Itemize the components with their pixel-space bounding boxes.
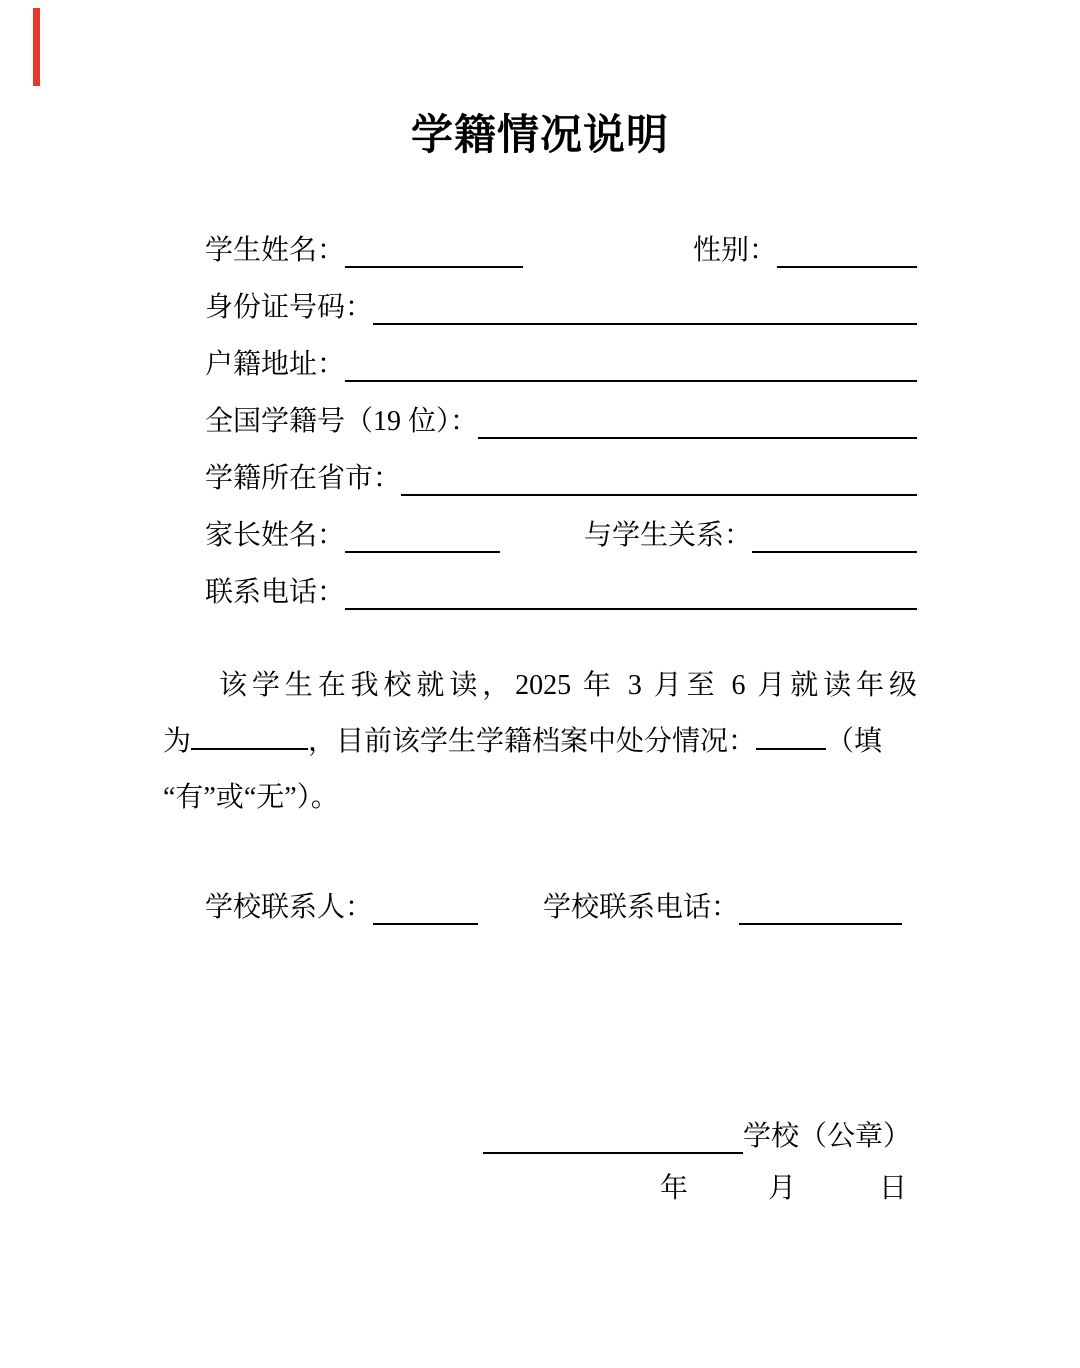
signature-row — [163, 1120, 917, 1154]
form-row-parent-name — [163, 519, 917, 553]
form-row-id-number — [163, 291, 917, 325]
school-name-blank[interactable] — [483, 1120, 743, 1154]
date-year-label: 年 — [660, 1173, 689, 1204]
form-row-student-name — [163, 234, 917, 268]
contact-phone-label: 联系电话： — [205, 577, 346, 608]
statement-line-3: “有”或“无”）。 — [163, 782, 339, 813]
date-month-label: 月 — [768, 1173, 797, 1204]
edit-mark — [33, 8, 40, 86]
student-info-form — [163, 234, 917, 610]
statement-line2-middle: ，目前该学生学籍档案中处分情况： — [308, 726, 757, 757]
parent-name-label: 家长姓名： — [205, 520, 346, 551]
id-number-blank[interactable] — [373, 291, 917, 325]
statement-line2-suffix: （填 — [826, 726, 883, 757]
form-row-household-address — [163, 348, 917, 382]
date-row — [163, 1172, 917, 1206]
school-contact-phone-blank[interactable] — [739, 891, 902, 925]
contact-phone-blank[interactable] — [345, 576, 917, 610]
statement-paragraph — [163, 658, 917, 826]
registration-province-blank[interactable] — [401, 462, 917, 496]
registration-province-label: 学籍所在省市： — [205, 463, 402, 494]
page-title: 学籍情况说明 — [410, 113, 669, 159]
student-name-label: 学生姓名： — [205, 235, 346, 266]
form-row-registration-province — [163, 462, 917, 496]
id-number-label: 身份证号码： — [205, 292, 374, 323]
national-student-id-label: 全国学籍号（19 位）： — [205, 406, 479, 437]
relationship-label: 与学生关系： — [583, 520, 752, 551]
school-contact-person-blank[interactable] — [373, 891, 478, 925]
school-contact-phone-label: 学校联系电话： — [543, 892, 740, 923]
student-name-blank[interactable] — [345, 234, 523, 268]
grade-blank[interactable] — [191, 728, 308, 750]
school-contact-person-label: 学校联系人： — [205, 892, 374, 923]
national-student-id-blank[interactable] — [478, 405, 917, 439]
form-row-national-student-id — [163, 405, 917, 439]
discipline-status-blank[interactable] — [756, 728, 826, 750]
school-contact-row — [163, 891, 917, 925]
relationship-blank[interactable] — [752, 519, 917, 553]
statement-line-2 — [163, 714, 917, 770]
gender-blank[interactable] — [777, 234, 917, 268]
gender-label: 性别： — [692, 235, 777, 266]
household-address-blank[interactable] — [345, 348, 917, 382]
statement-line-1: 该学生在我校就读，2025 年 3 月至 6 月就读年级 — [219, 670, 917, 701]
form-row-contact-phone — [163, 576, 917, 610]
statement-line2-prefix: 为 — [163, 726, 192, 757]
household-address-label: 户籍地址： — [205, 349, 346, 380]
school-seal-label: 学校（公章） — [743, 1121, 912, 1152]
parent-name-blank[interactable] — [345, 519, 500, 553]
date-day-label: 日 — [879, 1173, 908, 1204]
